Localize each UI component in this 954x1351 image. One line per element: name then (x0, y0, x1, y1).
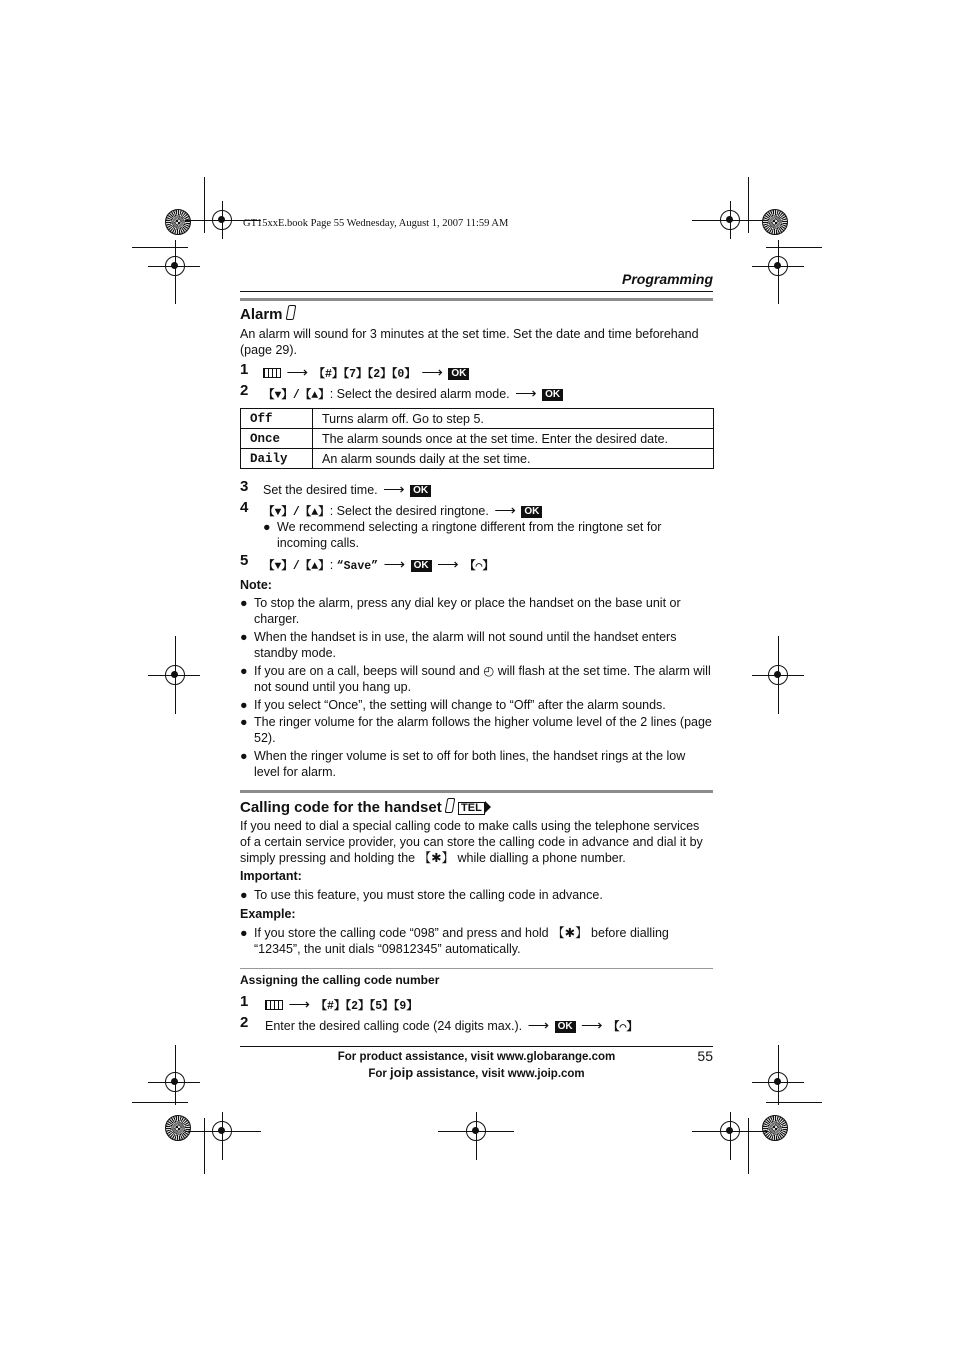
alarm-intro: An alarm will sound for 3 minutes at the set time. Set the date and time beforehand (page 29). (240, 327, 699, 357)
off-key-icon: 【⌒】 (464, 560, 494, 573)
arrow-icon: ⟶ (421, 364, 443, 381)
arrow-icon: ⟶ (383, 481, 405, 498)
note-text: When the ringer volume is set to off for both lines, the handset rings at the low level for alarm. (254, 749, 686, 779)
key-sequence: 【#】【7】【2】【0】 (313, 368, 416, 381)
calling-code-step1 (265, 995, 418, 1013)
list-item (240, 629, 713, 661)
step-text: : (329, 558, 334, 572)
bullet-icon: ● (240, 630, 248, 644)
alarm-step5 (263, 555, 494, 573)
page-number: 55 (697, 1048, 713, 1064)
list-item (263, 519, 693, 551)
ok-key-icon: OK (448, 368, 469, 380)
alarm-step3 (263, 480, 431, 498)
alarm-step1 (263, 363, 469, 381)
important-text: To use this feature, you must store the calling code in advance. (254, 888, 603, 902)
footer-text: For (368, 1068, 387, 1080)
list-item (240, 925, 713, 957)
step-number: 1 (240, 993, 249, 1010)
calling-code-intro: If you need to dial a special calling code to make calls using the telephone services of a certain service provider, you can store the calling code in advance and dial it by simply pressing and holding the 【✱】 while dialling a phone number. (240, 819, 703, 865)
alarm-step2 (263, 384, 563, 402)
section-rule (240, 298, 713, 301)
mode-cell: Once (241, 429, 313, 449)
registration-mark-icon (720, 210, 740, 230)
menu-key-icon (263, 368, 281, 378)
bullet-icon: ● (240, 596, 248, 610)
footer-line1: For product assistance, visit www.globarange.com (337, 1051, 616, 1063)
alarm-title-text: Alarm (240, 306, 283, 323)
arrow-icon: ⟶ (494, 502, 516, 519)
bullet-icon: ● (240, 888, 248, 902)
crop-mark (132, 247, 188, 248)
registration-mark-icon (768, 665, 788, 685)
bullet-icon: ● (263, 520, 271, 534)
bullet-icon: ● (240, 664, 248, 678)
note-text: The ringer volume for the alarm follows the higher volume level of the 2 lines (page 52). (254, 715, 712, 745)
star-target-icon (165, 209, 191, 235)
note-text: If you select “Once”, the setting will change to “Off” after the alarm sounds. (254, 698, 666, 712)
crop-mark (748, 1118, 749, 1174)
calling-code-step2 (265, 1016, 638, 1034)
registration-mark-icon (720, 1121, 740, 1141)
registration-mark-icon (768, 256, 788, 276)
joip-logo: joip (390, 1065, 414, 1080)
star-target-icon (762, 209, 788, 235)
step-number: 2 (240, 1014, 249, 1031)
arrow-icon: ⟶ (515, 385, 537, 402)
navigator-keys: 【▼】/【▲】 (263, 389, 330, 402)
subsection-divider (240, 968, 713, 969)
table-row (241, 449, 714, 469)
mode-cell: Daily (241, 449, 313, 469)
arrow-icon: ⟶ (581, 1017, 603, 1034)
star-target-icon (762, 1115, 788, 1141)
list-item (240, 663, 713, 695)
arrow-icon: ⟶ (286, 364, 308, 381)
description-cell: An alarm sounds daily at the set time. (313, 449, 714, 469)
bullet-icon: ● (240, 926, 248, 940)
handset-icon (285, 305, 296, 320)
mode-cell: Off (241, 409, 313, 429)
crop-mark (766, 247, 822, 248)
list-item (240, 887, 713, 903)
description-cell: Turns alarm off. Go to step 5. (313, 409, 714, 429)
example-label: Example: (240, 907, 296, 921)
tel-badge: TEL (458, 802, 485, 815)
crop-mark (748, 177, 749, 233)
list-item (240, 748, 713, 780)
section-header: Programming (621, 271, 713, 287)
registration-mark-icon (165, 1072, 185, 1092)
calling-code-title (240, 798, 491, 816)
menu-key-icon (265, 1000, 283, 1010)
star-target-icon (165, 1115, 191, 1141)
note-text: When the handset is in use, the alarm will not sound until the handset enters standby mode. (254, 630, 677, 660)
note-text: To stop the alarm, press any dial key or place the handset on the base unit or charger. (254, 596, 681, 626)
crop-mark (132, 1102, 188, 1103)
example-text: If you store the calling code “098” and press and hold 【✱】 before dialling “12345”, the unit dials “09812345” automatically. (254, 926, 669, 956)
step-number: 2 (240, 382, 249, 399)
play-arrow-icon (485, 801, 491, 813)
step-text: : Select the desired ringtone. (329, 504, 489, 518)
crop-mark (204, 177, 205, 233)
alarm-step4 (263, 501, 542, 519)
off-key-icon: 【⌒】 (608, 1021, 638, 1034)
footer-divider (240, 1046, 713, 1047)
navigator-keys: 【▼】/【▲】 (263, 560, 330, 573)
footer (240, 1049, 713, 1082)
calling-code-title-text: Calling code for the handset (240, 799, 442, 816)
file-header: GT15xxE.book Page 55 Wednesday, August 1, 2007 11:59 AM (243, 218, 509, 229)
footer-text: assistance, visit www.joip.com (416, 1068, 585, 1080)
step-text: Enter the desired calling code (24 digits max.). (265, 1019, 523, 1033)
step-number: 5 (240, 552, 249, 569)
registration-mark-icon (212, 1121, 232, 1141)
registration-mark-icon (768, 1072, 788, 1092)
crop-mark (204, 1118, 205, 1174)
arrow-icon: ⟶ (288, 996, 310, 1013)
table-row (241, 409, 714, 429)
ok-key-icon: OK (521, 506, 542, 518)
alarm-mode-table (240, 408, 714, 469)
bullet-text: We recommend selecting a ringtone different from the ringtone set for incoming calls. (277, 520, 662, 550)
registration-mark-icon (165, 665, 185, 685)
key-sequence: 【#】【2】【5】【9】 (315, 1000, 418, 1013)
note-text: If you are on a call, beeps will sound and ◴ will flash at the set time. The alarm will not sound until you hang up. (254, 664, 711, 694)
ok-key-icon: OK (410, 485, 431, 497)
assign-heading: Assigning the calling code number (240, 973, 440, 987)
footer-line2 (240, 1065, 713, 1082)
navigator-keys: 【▼】/【▲】 (263, 506, 330, 519)
bullet-icon: ● (240, 749, 248, 763)
table-row (241, 429, 714, 449)
ok-key-icon: OK (555, 1021, 576, 1033)
arrow-icon: ⟶ (437, 556, 459, 573)
list-item (240, 697, 713, 713)
handset-icon (445, 798, 456, 813)
registration-mark-icon (466, 1121, 486, 1141)
bullet-icon: ● (240, 698, 248, 712)
step-number: 1 (240, 361, 249, 378)
step-text: Set the desired time. (263, 483, 378, 497)
crop-mark (766, 1102, 822, 1103)
ok-key-icon: OK (411, 560, 432, 572)
arrow-icon: ⟶ (383, 556, 406, 573)
save-option: “Save” (336, 560, 379, 573)
step-number: 4 (240, 499, 249, 516)
ok-key-icon: OK (542, 389, 563, 401)
registration-mark-icon (165, 256, 185, 276)
bullet-icon: ● (240, 715, 248, 729)
list-item (240, 595, 713, 627)
alarm-title (240, 305, 295, 323)
arrow-icon: ⟶ (527, 1017, 550, 1034)
step-text: : Select the desired alarm mode. (329, 387, 510, 401)
registration-mark-icon (212, 210, 232, 230)
description-cell: The alarm sounds once at the set time. Enter the desired date. (313, 429, 714, 449)
header-divider (240, 291, 713, 292)
important-label: Important: (240, 869, 302, 883)
section-rule (240, 790, 713, 793)
step-number: 3 (240, 478, 249, 495)
list-item (240, 714, 713, 746)
note-label: Note: (240, 578, 272, 592)
